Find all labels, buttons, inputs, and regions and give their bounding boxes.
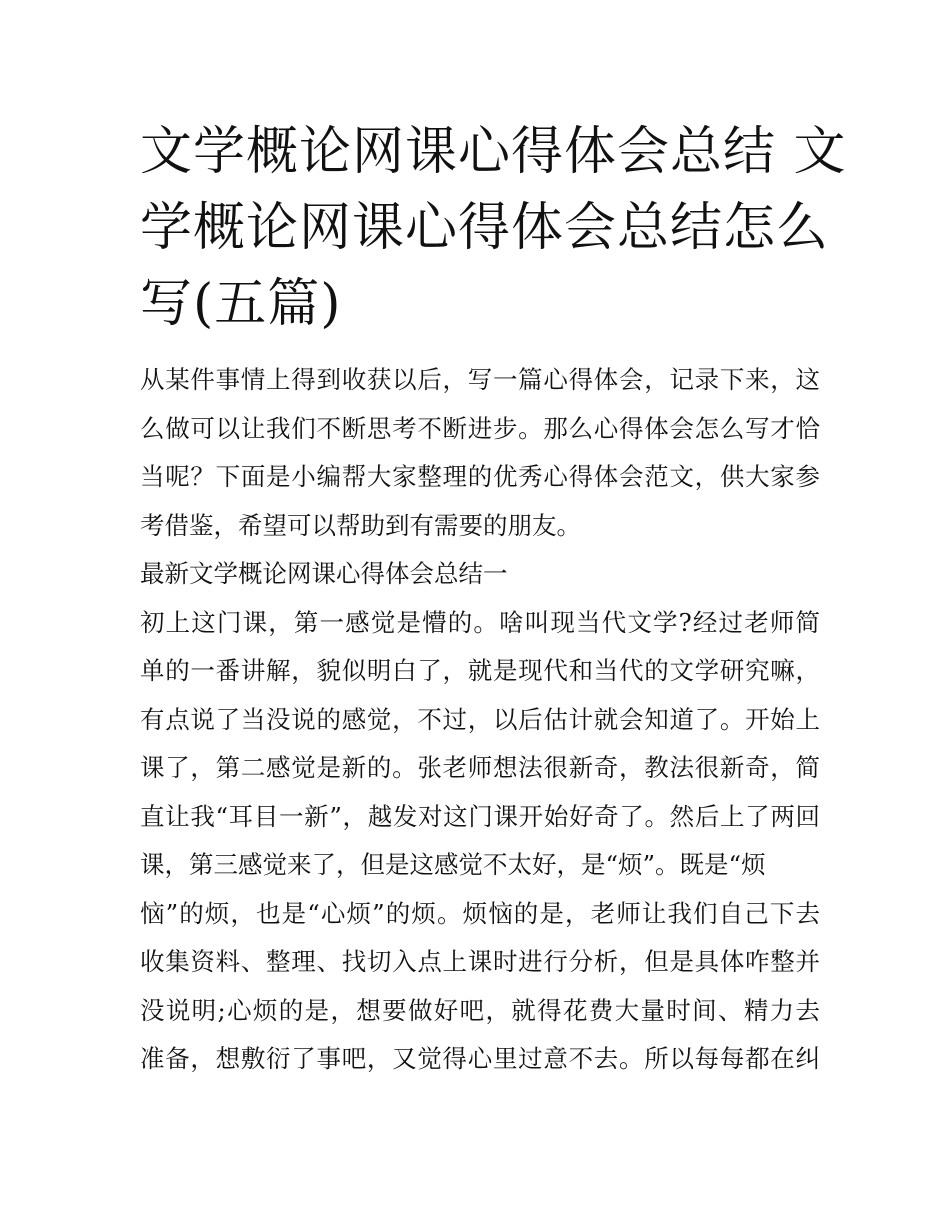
intro-line: 当呢？下面是小编帮大家整理的优秀心得体会范文，供大家参 [140,462,820,491]
document-body [140,356,820,1084]
title-line: 学概论网课心得体会总结怎么 [140,198,830,258]
intro-line: 么做可以让我们不断思考不断进步。那么心得体会怎么写才恰 [140,413,820,443]
section-heading: 最新文学概论网课心得体会总结一 [140,559,508,588]
paragraph-line: 课，第三感觉来了，但是这感觉不太好，是“烦”。既是“烦 [140,850,766,879]
intro-line: 考借鉴，希望可以帮助到有需要的朋友。 [140,510,581,540]
paragraph-line: 直让我“耳目一新”，越发对这门课开始好奇了。然后上了两回 [140,801,820,831]
paragraph-line: 恼”的烦，也是“心烦”的烦。烦恼的是，老师让我们自己下去 [140,898,820,928]
document-title [140,114,847,342]
title-line: 写(五篇) [140,274,342,334]
intro-line: 从某件事情上得到收获以后，写一篇心得体会，记录下来，这 [140,365,820,394]
paragraph-line: 有点说了当没说的感觉，不过，以后估计就会知道了。开始上 [140,704,820,734]
paragraph-line: 单的一番讲解，貌似明白了，就是现代和当代的文学研究嘛， [140,656,820,685]
paragraph-line: 准备，想敷衍了事吧，又觉得心里过意不去。所以每每都在纠 [140,1044,820,1073]
title-line: 文学概论网课心得体会总结 文 [140,122,847,182]
paragraph-line: 初上这门课，第一感觉是懵的。啥叫现当代文学?经过老师简 [140,607,820,637]
paragraph-line: 课了，第二感觉是新的。张老师想法很新奇，教法很新奇，简 [140,753,820,782]
paragraph-line: 没说明;心烦的是，想要做好吧，就得花费大量时间、精力去 [140,995,820,1025]
paragraph-line: 收集资料、整理、找切入点上课时进行分析，但是具体咋整并 [140,947,820,976]
